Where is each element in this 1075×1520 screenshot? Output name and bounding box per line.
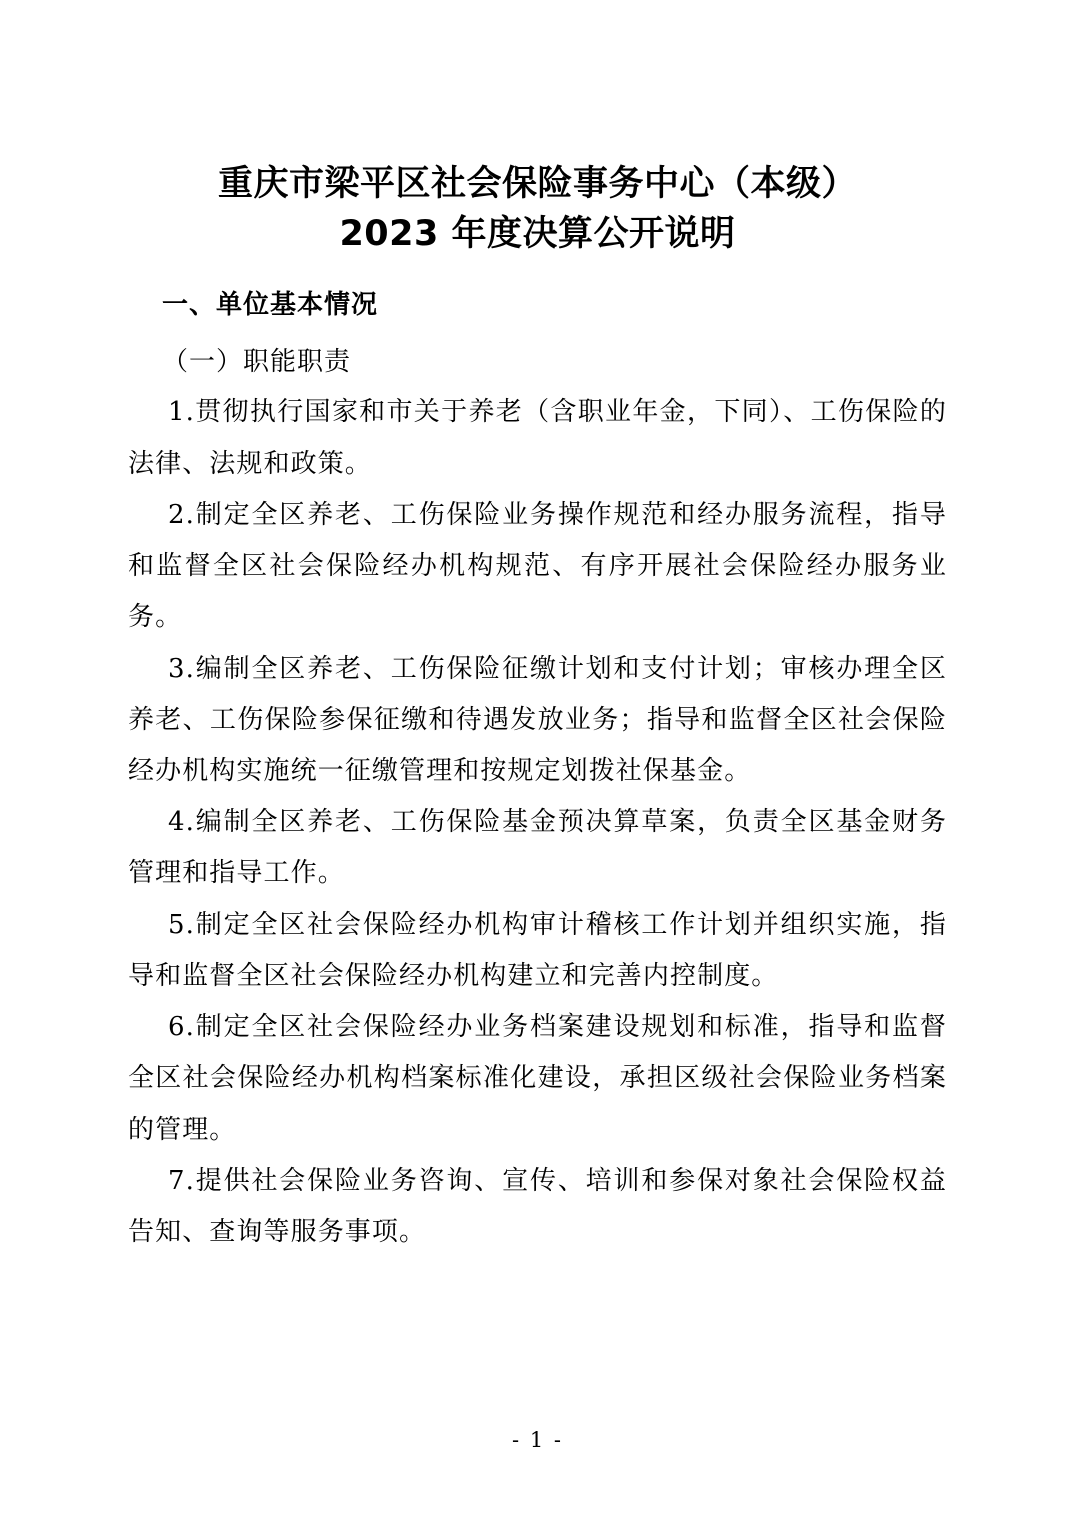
body-paragraph-4: 4.编制全区养老、工伤保险基金预决算草案，负责全区基金财务管理和指导工作。: [128, 807, 947, 889]
body-paragraph-6: 6.制定全区社会保险经办业务档案建设规划和标准，指导和监督全区社会保险经办机构档案标准化建设，承担区级社会保险业务档案的管理。: [128, 1012, 947, 1145]
body-paragraph-2: 2.制定全区养老、工伤保险业务操作规范和经办服务流程，指导和监督全区社会保险经办机构规范、有序开展社会保险经办服务业务。: [128, 499, 947, 633]
section-heading: 一、单位基本情况: [162, 290, 379, 321]
page-title: [128, 160, 947, 259]
page-title-line-2: 2023 年度决算公开说明: [339, 213, 736, 254]
page-number: - 1 -: [512, 1428, 563, 1452]
body-paragraph-1: 1.贯彻执行国家和市关于养老（含职业年金，下同）、工伤保险的法律、法规和政策。: [128, 397, 947, 479]
sub-heading: （一）职能职责: [162, 346, 352, 377]
body-paragraph-3: 3.编制全区养老、工伤保险征缴计划和支付计划；审核办理全区养老、工伤保险参保征缴和待遇发放业务；指导和监督全区社会保险经办机构实施统一征缴管理和按规定划拨社保基金。: [128, 653, 947, 786]
body-paragraph-5: 5.制定全区社会保险经办机构审计稽核工作计划并组织实施，指导和监督全区社会保险经办机构建立和完善内控制度。: [128, 909, 947, 991]
body-paragraph-7: 7.提供社会保险业务咨询、宣传、培训和参保对象社会保险权益告知、查询等服务事项。: [128, 1165, 947, 1247]
page-title-line-1: 重庆市梁平区社会保险事务中心（本级）: [217, 164, 857, 204]
